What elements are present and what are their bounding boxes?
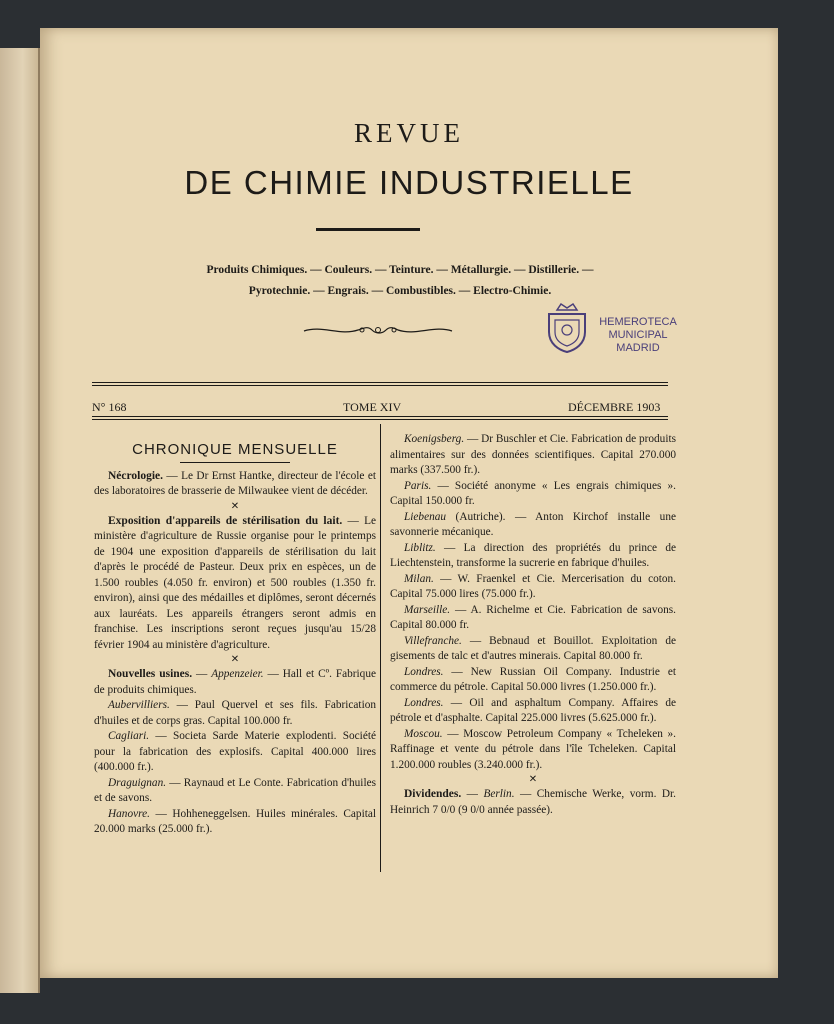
necrologie-paragraph [94,469,376,500]
issue-number: N° 168 [92,400,127,414]
ornament-flourish [302,322,454,338]
entry-place: Marseille. [404,603,451,616]
list-item [94,729,376,776]
entry-place: Milan. [404,572,434,585]
entry-text: — Société anonyme « Les engrais chimiques ». Capital 150.000 fr. [390,479,676,507]
list-item [390,432,676,479]
section-title: CHRONIQUE MENSUELLE [132,441,338,458]
list-item [390,603,676,634]
exposition-paragraph [94,514,376,654]
subjects-line-1: Produits Chimiques. — Couleurs. — Teinture. — Métallurgie. — Distillerie. — [206,264,594,276]
list-item [390,634,676,665]
stamp-line-1: HEMEROTECA [599,316,677,328]
list-item [390,572,676,603]
list-item [390,479,676,510]
list-item [390,541,676,572]
stamp-line-2: MUNICIPAL [608,329,668,341]
entry-place: Londres. [404,696,444,709]
header-rule-top-2 [92,385,668,386]
separator-mark: ✕ [230,500,240,512]
list-item [94,698,376,729]
dividendes-heading: Dividendes. [404,788,462,800]
entry-place: Villefranche. [404,634,462,647]
entry-place: Koenigsberg. [404,433,465,445]
issue-tome: TOME XIV [343,400,402,414]
entry-text: — Bebnaud et Bouillot. Exploitation de gisements de talc et d'autres minerais. Capital 80.000 fr. [390,634,676,662]
usines-paragraph: Nouvelles usines. — Appenzeier. — Hall et Cº. Fabrique de produits chimiques. [94,668,376,696]
separator-mark: ✕ [230,654,240,665]
entry-place: Paris. [404,479,432,492]
issue-date: DÉCEMBRE 1903 [568,400,661,414]
masthead-title: DE CHIMIE INDUSTRIELLE [184,164,634,201]
header-rule-bottom-2 [92,419,668,420]
entry-text: — Raynaud et Le Conte. Fabrication d'huiles et de savons. [94,776,376,804]
entry-text: — A. Richelme et Cie. Fabrication de savons. Capital 80.000 fr. [390,603,676,631]
adjacent-page-edge [0,48,40,993]
entry-text: (Autriche). — Anton Kirchof installe une savonnerie mécanique. [390,510,676,538]
exposition-heading: Exposition d'appareils de stérilisation du lait. [108,514,343,527]
entry-text: — W. Fraenkel et Cie. Mercerisation du coton. Capital 75.000 lires (75.000 fr.). [390,572,676,600]
stamp-text [593,316,683,355]
entry-place: Hanovre. [108,807,150,820]
journal-page [40,28,778,978]
separator-mark: ✕ [528,774,538,785]
subjects-line-2: Pyrotechnie. — Engrais. — Combustibles. — Electro-Chimie. [248,285,552,297]
stamp-line-3: MADRID [616,342,660,354]
usines-text: — Hall et Cº. Fabrique de produits chimiques. [94,668,376,696]
entry-text: — Paul Quervel et ses fils. Fabrication d'huiles et de corps gras. Capital 100.000 fr. [94,699,376,727]
header-rule-bottom [92,416,668,417]
entry-text: — La direction des propriétés du prince de Liechtenstein, transforme la sucrerie en fabrique d'huiles. [390,541,676,569]
column-divider [380,424,381,872]
list-item [390,727,676,774]
list-item [390,510,676,541]
masthead-revue: REVUE [354,118,464,148]
list-item [390,665,676,696]
title-underline [316,228,420,231]
entry-text: — Dr Buschler et Cie. Fabrication de produits alimentaires sur des données scientifiques. Capital 270.000 marks (337.500 fr.). [390,433,676,476]
usines-heading: Nouvelles usines. [108,668,193,680]
library-stamp [545,302,680,362]
list-item [390,696,676,727]
list-item [94,776,376,807]
entry-place: Liebenau [404,510,447,523]
entry-place: Londres. [404,665,444,678]
section-title-rule [180,462,290,463]
left-column [94,432,376,838]
entry-text: — Societa Sarde Materie explodenti. Société pour la fabrication des explosifs. Capital 400.000 lires (400.000 fr.). [94,730,376,773]
coat-of-arms-icon [545,302,589,354]
entry-place: Aubervilliers. [108,699,170,711]
entry-place: Moscou. [404,727,443,740]
dividendes-place: Berlin. [483,788,515,800]
entry-place: Draguignan. [108,776,167,789]
entry-text: — Hohheneggelsen. Huiles minérales. Capital 20.000 marks (25.000 fr.). [94,807,376,835]
necrologie-text: — Le Dr Ernst Hantke, directeur de l'école et des laboratoires de brasserie de Milwaukee vient de décéder. [94,469,376,497]
entry-text: — Moscow Petroleum Company « Tcheleken ». Raffinage et vente du pétrole dans l'île Tcheleken. Capital 1.200.000 roubles (3.240.000 fr.). [390,727,676,771]
entry-text: — New Russian Oil Company. Industrie et commerce du pétrole. Capital 50.000 livres (1.250.000 fr.). [390,665,676,693]
entry-place: Cagliari. [108,730,150,742]
entry-place: Liblitz. [404,541,436,554]
dividendes-paragraph: Dividendes. — Berlin. — Chemische Werke, vorm. Dr. Heinrich 7 0/0 (9 0/0 année passée). [390,788,676,816]
right-column [390,432,676,818]
exposition-text: — Le ministère d'agriculture de Russie organise pour le printemps de 1904 une exposition d'appareils de stérilisation du lait d'après le procédé de Pasteur. Deux prix en espèces, un de 1.500 roubles (4.050 fr. environ) et 500 roubles (1.350 fr. environ), ainsi que des médailles et diplômes, seront décernés aux lauréats. Les appareils étrangers seront admis en franchise. Les inscriptions seront reçues jusqu'au 15/28 février 1904 au ministère d'agriculture. [94,514,376,651]
entry-text: — Oil and asphaltum Company. Affaires de pétrole et d'asphalte. Capital 225.000 livres (5.625.000 fr.). [390,696,676,724]
dividendes-text: — Chemische Werke, vorm. Dr. Heinrich 7 0/0 (9 0/0 année passée). [390,788,676,816]
header-rule-top [92,382,668,383]
necrologie-heading: Nécrologie. [108,469,164,482]
list-item [94,807,376,838]
usines-place: Appenzeier. [211,668,264,680]
